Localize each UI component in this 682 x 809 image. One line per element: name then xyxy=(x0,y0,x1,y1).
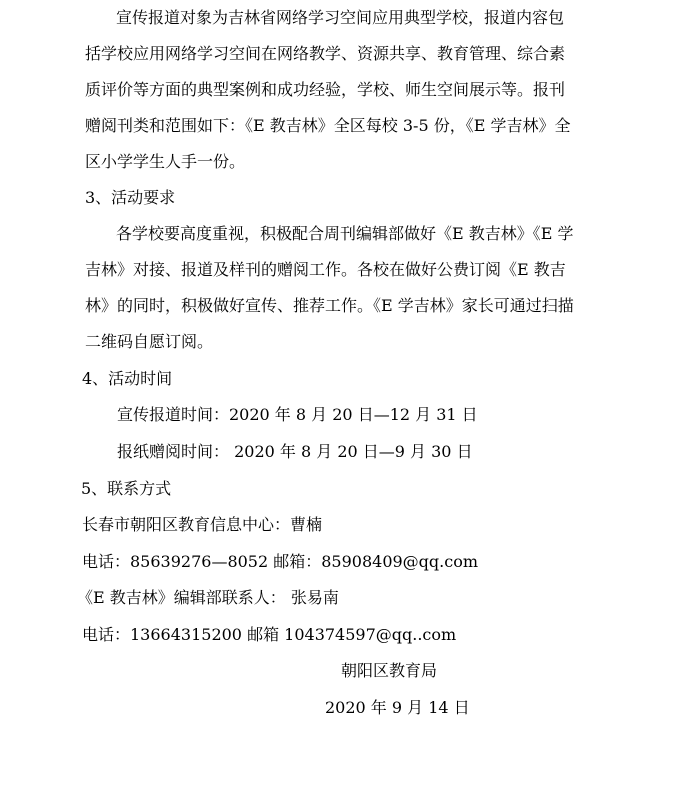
section-5-heading: 5、联系方式 xyxy=(81,479,172,498)
requirements-paragraph-line-4: 二维码自愿订阅。 xyxy=(85,332,214,351)
report-time: 宣传报道时间：2020 年 8 月 20 日—12 月 31 日 xyxy=(117,405,478,424)
requirements-paragraph-line-3: 林》的同时，积极做好宣传、推荐工作。《E 学吉林》家长可通过扫描 xyxy=(85,296,574,315)
issue-date: 2020 年 9 月 14 日 xyxy=(325,698,470,717)
publicity-paragraph-line-5: 区小学学生人手一份。 xyxy=(85,152,246,171)
contact-2-phone-email: 电话：13664315200 邮箱 104374597@qq..com xyxy=(82,625,457,644)
section-3-heading: 3、活动要求 xyxy=(85,188,176,207)
gift-time: 报纸赠阅时间： 2020 年 8 月 20 日—9 月 30 日 xyxy=(117,442,473,461)
publicity-paragraph-line-1: 宣传报道对象为吉林省网络学习空间应用典型学校，报道内容包 xyxy=(116,8,565,27)
publicity-paragraph-line-2: 括学校应用网络学习空间在网络教学、资源共享、教育管理、综合素 xyxy=(85,44,566,63)
publicity-paragraph-line-4: 赠阅刊类和范围如下：《E 教吉林》全区每校 3-5 份，《E 学吉林》全 xyxy=(85,116,571,135)
contact-2-organization: 《E 教吉林》编辑部联系人： 张易南 xyxy=(77,588,339,607)
publicity-paragraph-line-3: 质评价等方面的典型案例和成功经验，学校、师生空间展示等。报刊 xyxy=(85,80,566,99)
requirements-paragraph-line-2: 吉林》对接、报道及样刊的赠阅工作。各校在做好公费订阅《E 教吉 xyxy=(85,260,566,279)
contact-1-phone-email: 电话：85639276—8052 邮箱：85908409@qq.com xyxy=(82,552,479,571)
contact-1-organization: 长春市朝阳区教育信息中心：曹楠 xyxy=(82,515,323,534)
requirements-paragraph-line-1: 各学校要高度重视，积极配合周刊编辑部做好《E 教吉林》《E 学 xyxy=(116,224,574,243)
section-4-heading: 4、活动时间 xyxy=(82,369,173,388)
issuer-signature: 朝阳区教育局 xyxy=(341,661,438,680)
